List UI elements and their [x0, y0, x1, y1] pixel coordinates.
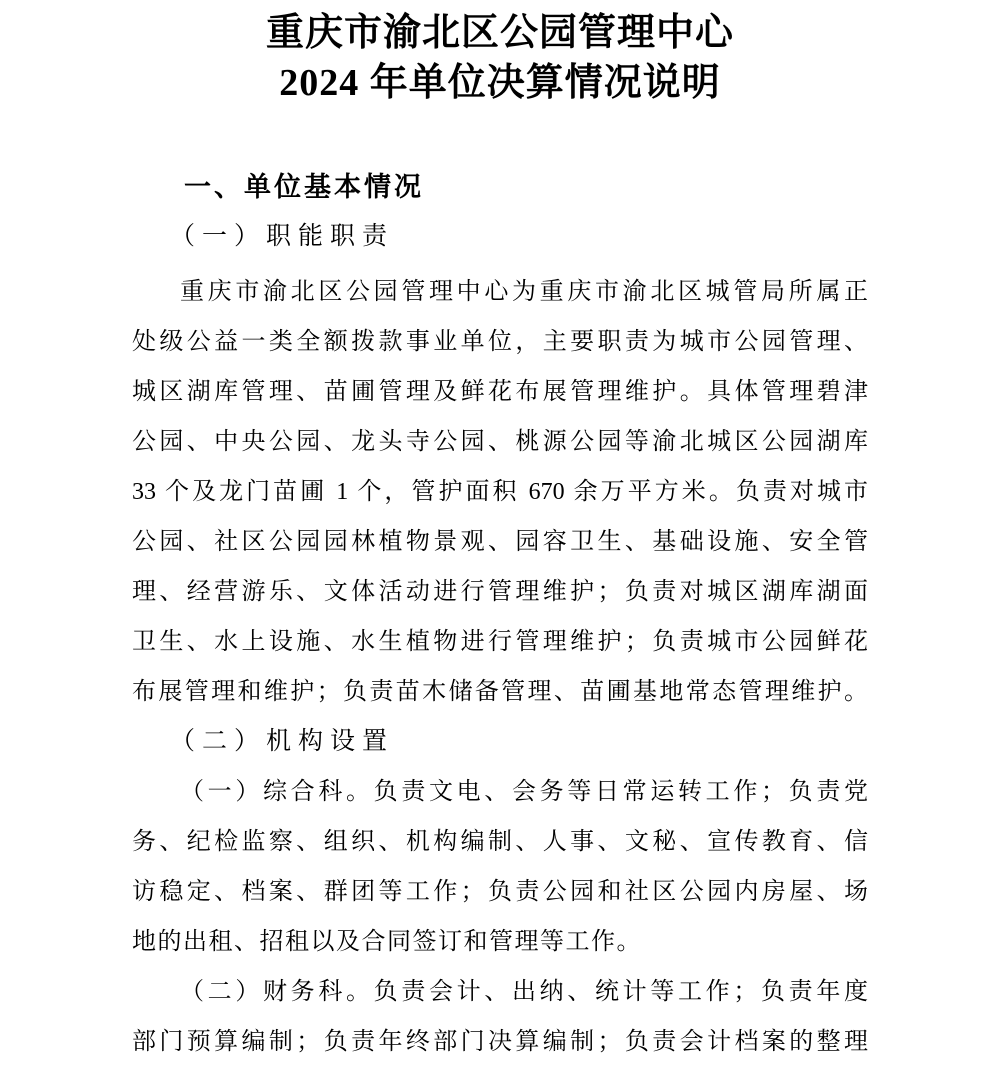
text-line: 重庆市渝北区公园管理中心为重庆市渝北区城管局所属正 — [180, 279, 868, 305]
text-line: 处级公益一类全额拨款事业单位，主要职责为城市公园管理、 — [132, 329, 868, 355]
text-line: 布展管理和维护；负责苗木储备管理、苗圃基地常态管理维护。 — [132, 679, 868, 705]
document-body — [132, 162, 868, 1066]
text-line: 地的出租、招租以及合同签订和管理等工作。 — [132, 929, 642, 955]
document-title — [0, 0, 1000, 108]
text-line: 公园、社区公园园林植物景观、园容卫生、基础设施、安全管 — [132, 529, 868, 555]
text-line: 务、纪检监察、组织、机构编制、人事、文秘、宣传教育、信 — [132, 829, 868, 855]
text-line: （一）综合科。负责文电、会务等日常运转工作；负责党 — [180, 779, 868, 805]
text-line: 33 个及龙门苗圃 1 个，管护面积 670 余万平方米。负责对城市 — [132, 479, 868, 505]
paragraph-duties — [132, 267, 868, 717]
paragraph-finance-office — [132, 967, 868, 1066]
text-line: （二）财务科。负责会计、出纳、统计等工作；负责年度 — [180, 979, 868, 1005]
section-heading-basic-info: 一、单位基本情况 — [184, 172, 424, 202]
subsection-heading-duties: （一）职能职责 — [170, 223, 395, 250]
text-line: 卫生、水上设施、水生植物进行管理维护；负责城市公园鲜花 — [132, 629, 868, 655]
text-line: 访稳定、档案、群团等工作；负责公园和社区公园内房屋、场 — [132, 879, 868, 905]
title-line-1: 重庆市渝北区公园管理中心 — [265, 12, 734, 54]
subsection-heading-structure: （二）机构设置 — [170, 728, 395, 755]
text-line: 城区湖库管理、苗圃管理及鲜花布展管理维护。具体管理碧津 — [132, 379, 868, 405]
text-line: 理、经营游乐、文体活动进行管理维护；负责对城区湖库湖面 — [132, 579, 868, 605]
text-line: 公园、中央公园、龙头寺公园、桃源公园等渝北城区公园湖库 — [132, 429, 868, 455]
paragraph-general-office — [132, 767, 868, 967]
title-line-2: 2024 年单位决算情况说明 — [279, 62, 721, 104]
text-line: 部门预算编制；负责年终部门决算编制；负责会计档案的整理 — [132, 1029, 868, 1055]
